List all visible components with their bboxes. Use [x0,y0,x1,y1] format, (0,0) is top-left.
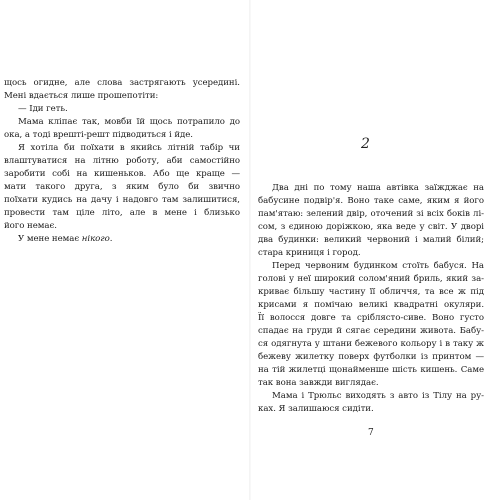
page-number: 7 [368,428,374,438]
text-line: пам'ятаю: зелений двір, оточений зі всіх боків лі- [258,209,484,219]
text-line [4,168,240,181]
text-line: так вона завжди виглядає. [258,378,379,388]
text-line: крисами я помічаю великі квадратні окуляри. [258,300,484,310]
text-fragment: Або ще краще — [152,169,241,179]
text-line: мати такого друга, з яким було би звично [4,182,240,192]
left-page-text [4,77,240,246]
text-line: на тій жилетці щонайменше шість кишень. Саме [258,365,484,375]
text-line: ся одягнута у штани бежевого кольору і в таку ж [258,339,484,349]
right-page-text [258,182,484,416]
text-line: спадає на груди й сягає середини живота. Бабу- [258,326,484,336]
text-line: Перед червоним будинком стоїть бабуся. На [272,261,484,271]
right-page [250,0,500,500]
text-line: ока, а тоді врешті-решт підводиться і йде. [4,130,193,140]
text-line: Два дні по тому наша автівка заїжджає на [272,183,484,193]
text-fragment: заробити собі на кишеньков. [4,169,147,179]
text-line: Мама кліпає так, мовби їй щось потрапило до [18,117,240,127]
text-line: Мені вдається лише прошепотіти: [4,91,159,101]
text-line: сом, з єдиною доріжкою, яка веде у світ. У дворі [258,222,484,232]
text-line: бабусине подвір'я. Воно таке саме, яким я його [258,196,484,206]
text-line: Я хотіла би поїхати в якийсь літній табір чи [18,143,240,153]
emphasized-word: нікого [81,234,110,244]
text-line: поїхати кудись на дачу і надовго там залишитися, [4,195,240,205]
text-line: бежеву жилетку поверх футболки із принтом — [258,352,484,362]
text-line: стара криниця і город. [258,248,361,258]
text-line: два будинки: великий червоний і малий білий; [258,235,484,245]
text-line: влаштуватися на літню роботу, аби самостійно [4,156,240,166]
text-fragment: У мене немає [18,234,82,244]
text-line: ках. Я залишаюся сидіти. [258,404,374,414]
chapter-number: 2 [361,136,370,152]
text-line: Її волосся довге та сріблясто-сиве. Воно густо [258,313,484,323]
text-line: — Іди геть. [18,104,68,114]
text-line: його немає. [4,221,57,231]
text-line: голові у неї широкий солом'яний бриль, який за- [258,274,484,284]
text-line: Мама і Трюльс виходять з авто із Тілу на ру- [272,391,484,401]
text-line: щось огидне, але слова застрягають усередині. [4,78,240,88]
text-fragment: . [109,234,113,244]
text-line: провести там ціле літо, але в мене і близько [4,208,240,218]
text-line [4,233,240,246]
text-line: криває більшу частину її обличчя, та все ж під [258,287,484,297]
